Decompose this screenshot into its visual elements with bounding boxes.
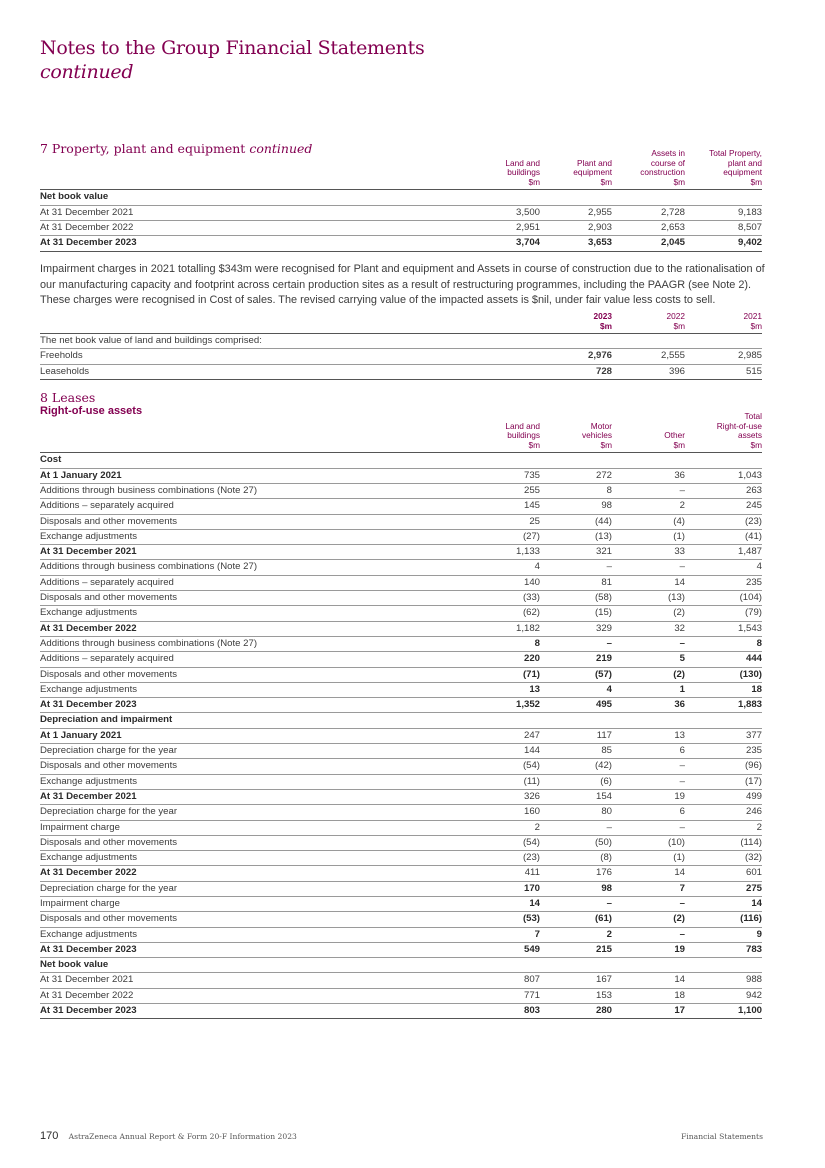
- report-name: AstraZeneca Annual Report & Form 20-F Information 2023: [68, 1132, 297, 1141]
- rou-col-header: Land and buildings $m: [466, 412, 540, 453]
- table-row: Additions – separately acquired 145 98 2 245: [40, 499, 762, 514]
- page-number: 170: [40, 1130, 59, 1142]
- page-title: Notes to the Group Financial Statements: [40, 37, 425, 59]
- table-row: Depreciation charge for the year 144 85 6 235: [40, 744, 762, 759]
- ppe-col-header: Assets in course of construction $m: [612, 149, 685, 190]
- table-row: Exchange adjustments (62) (15) (2) (79): [40, 606, 762, 621]
- land-buildings-table: [40, 312, 762, 380]
- table-row: At 31 December 2021 807 167 14 988: [40, 973, 762, 988]
- table-row: Exchange adjustments 13 4 1 18: [40, 682, 762, 697]
- land-col-header: 2022 $m: [612, 312, 685, 334]
- table-row: At 31 December 2022 411 176 14 601: [40, 866, 762, 881]
- table-row: Additions through business combinations (Note 27) 4 – – 4: [40, 560, 762, 575]
- table-row: Additions – separately acquired 140 81 14 235: [40, 575, 762, 590]
- table-row: Depreciation and impairment: [40, 713, 762, 728]
- leases-subtitle: Right-of-use assets: [40, 405, 143, 417]
- impairment-paragraph: Impairment charges in 2021 totalling $343m were recognised for Plant and equipment and Assets in course of construction due to the rationalisation of our manufacturing capacity and footprint across certain production sites as a result of restructuring programmes, including the PAAGR (see Note 2). These charges were recognised in Cost of sales. The revised carrying value of the impacted assets is $nil, under fair value less costs to sell.: [40, 263, 765, 306]
- table-row: Disposals and other movements (54) (42) – (96): [40, 759, 762, 774]
- land-col-header: 2021 $m: [685, 312, 762, 334]
- table-row: At 31 December 2023 3,704 3,653 2,045 9,402: [40, 236, 762, 251]
- table-row: At 31 December 2021 1,133 321 33 1,487: [40, 545, 762, 560]
- table-row: At 31 December 2023 1,352 495 36 1,883: [40, 698, 762, 713]
- table-row: At 31 December 2023 803 280 17 1,100: [40, 1004, 762, 1019]
- table-row: Impairment charge 14 – – 14: [40, 896, 762, 911]
- right-of-use-table: [40, 412, 762, 1019]
- table-row: The net book value of land and buildings comprised:: [40, 334, 762, 349]
- leases-section-title: 8 Leases: [40, 390, 96, 405]
- table-row: Additions through business combinations (Note 27) 255 8 – 263: [40, 483, 762, 498]
- rou-col-header: Motor vehicles $m: [540, 412, 612, 453]
- table-row: At 31 December 2022 1,182 329 32 1,543: [40, 621, 762, 636]
- table-row: Additions – separately acquired 220 219 5 444: [40, 652, 762, 667]
- table-row: Disposals and other movements (53) (61) (2) (116): [40, 912, 762, 927]
- table-row: Disposals and other movements (54) (50) (10) (114): [40, 835, 762, 850]
- table-row: Cost: [40, 453, 762, 468]
- table-row: Disposals and other movements (33) (58) (13) (104): [40, 591, 762, 606]
- land-col-header: 2023 $m: [540, 312, 612, 334]
- table-row: Net book value: [40, 190, 762, 205]
- table-row: At 1 January 2021 735 272 36 1,043: [40, 468, 762, 483]
- leases-section: [40, 390, 762, 1017]
- table-row: At 31 December 2023 549 215 19 783: [40, 942, 762, 957]
- land-buildings-section: [40, 312, 762, 380]
- table-row: Depreciation charge for the year 170 98 7 275: [40, 881, 762, 896]
- page-subtitle: continued: [40, 61, 134, 83]
- table-row: Exchange adjustments 7 2 – 9: [40, 927, 762, 942]
- page-footer: [40, 1130, 763, 1142]
- table-row: At 31 December 2021 326 154 19 499: [40, 789, 762, 804]
- table-row: Disposals and other movements 25 (44) (4) (23): [40, 514, 762, 529]
- ppe-col-header: Plant and equipment $m: [540, 149, 612, 190]
- table-row: Leaseholds 728 396 515: [40, 364, 762, 379]
- table-row: At 31 December 2022 2,951 2,903 2,653 8,507: [40, 220, 762, 235]
- table-row: Disposals and other movements (71) (57) (2) (130): [40, 667, 762, 682]
- table-row: At 1 January 2021 247 117 13 377: [40, 728, 762, 743]
- rou-col-header: Other $m: [612, 412, 685, 453]
- table-row: Net book value: [40, 958, 762, 973]
- table-row: Exchange adjustments (23) (8) (1) (32): [40, 851, 762, 866]
- table-row: Additions through business combinations (Note 27) 8 – – 8: [40, 636, 762, 651]
- table-row: Depreciation charge for the year 160 80 6 246: [40, 805, 762, 820]
- table-row: At 31 December 2021 3,500 2,955 2,728 9,183: [40, 205, 762, 220]
- ppe-col-header: Total Property, plant and equipment $m: [685, 149, 762, 190]
- ppe-table: [40, 149, 762, 252]
- table-row: Impairment charge 2 – – 2: [40, 820, 762, 835]
- ppe-section-title: 7 Property, plant and equipment continued: [40, 141, 313, 156]
- footer-section: Financial Statements: [681, 1132, 763, 1141]
- table-row: At 31 December 2022 771 153 18 942: [40, 988, 762, 1003]
- table-row: Exchange adjustments (27) (13) (1) (41): [40, 529, 762, 544]
- page-header: [40, 36, 424, 84]
- ppe-col-header: Land and buildings $m: [466, 149, 540, 190]
- table-row: Freeholds 2,976 2,555 2,985: [40, 349, 762, 364]
- table-row: Exchange adjustments (11) (6) – (17): [40, 774, 762, 789]
- rou-col-header: Total Right-of-use assets $m: [685, 412, 762, 453]
